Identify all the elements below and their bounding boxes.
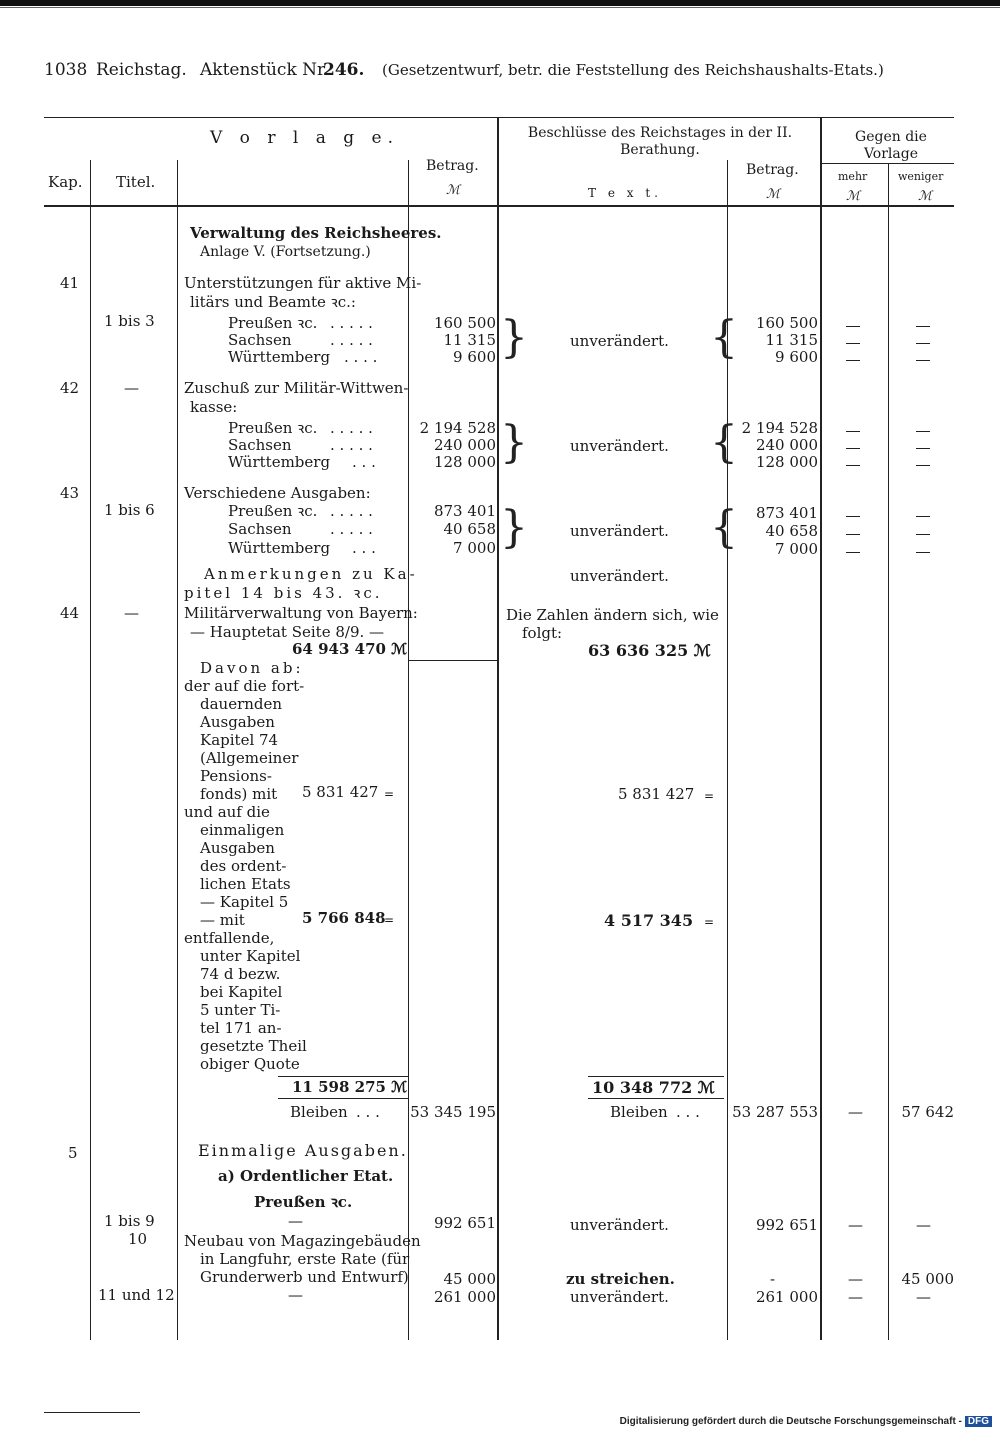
k5-r2-desc-3: Grunderwerb und Entwurf): [200, 1268, 409, 1286]
k42-titel: —: [124, 379, 139, 397]
kap-41: 41: [60, 274, 80, 292]
col-kap: Kap.: [48, 173, 83, 191]
table-head-rule: [44, 205, 954, 207]
k41-titel: 1 bis 3: [104, 312, 155, 330]
section-title: Verwaltung des Reichsheeres.: [190, 224, 442, 242]
k44-sum-rule: [278, 1076, 408, 1077]
k44-line-b: einmaligen: [200, 821, 285, 839]
mehr-col-rule: [888, 163, 889, 1340]
dash: [846, 516, 860, 517]
k5-r1-text: unverändert.: [570, 1216, 669, 1234]
dash: [916, 516, 930, 517]
col-mehr: mehr: [838, 170, 868, 183]
k5-r3-desc: —: [288, 1286, 303, 1304]
dash: [916, 343, 930, 344]
k44-desc-1: Militärverwaltung von Bayern:: [184, 604, 418, 622]
k41-row-label: Preußen ꝛc.: [228, 314, 318, 332]
k5-r2-desc-2: in Langfuhr, erste Rate (für: [200, 1250, 410, 1268]
k44-line-b: lichen Etats: [200, 875, 291, 893]
k43-row-dots: . . .: [352, 539, 376, 557]
k43-row-dots: . . . . .: [330, 520, 373, 538]
k44-line-c: entfallende,: [184, 929, 275, 947]
k41-betrag: 9 600: [453, 348, 496, 366]
anmerkungen-line-2: pitel 14 bis 43. ꝛc.: [184, 584, 383, 602]
k44-line-c: tel 171 an-: [200, 1019, 282, 1037]
k44-sum-text: 10 348 772 ℳ: [592, 1078, 715, 1097]
anmerkungen-text: unverändert.: [570, 567, 669, 585]
col-betrag-unit: ℳ: [446, 183, 460, 198]
k5-r1-betrag: 992 651: [433, 1214, 496, 1232]
k42-row-dots: . . . . .: [330, 436, 373, 454]
anmerkungen-line-1: Anmerkungen zu Ka-: [204, 565, 418, 583]
k5-r3-weniger: —: [916, 1288, 931, 1306]
kap-42: 42: [60, 379, 80, 397]
k42-text: unverändert.: [570, 437, 669, 455]
k41-row-dots: . . . .: [344, 348, 378, 366]
titel-col-rule: [177, 160, 178, 1340]
k44-line-a: Pensions-: [200, 767, 272, 785]
k41-text: unverändert.: [570, 332, 669, 350]
k44-titel: —: [124, 604, 139, 622]
k5-r1-desc: —: [288, 1212, 303, 1230]
k43-row-label: Sachsen: [228, 520, 292, 538]
k44-text-1: Die Zahlen ändern sich, wie: [506, 606, 719, 624]
k44-line-a: Ausgaben: [200, 713, 275, 731]
k44-amount-a-text-unit: =: [704, 789, 715, 803]
k5-r2-desc-1: Neubau von Magazingebäuden: [184, 1232, 421, 1250]
k44-bleiben: Bleiben: [290, 1103, 348, 1121]
k43-titel: 1 bis 6: [104, 501, 155, 519]
k43-betrag: 40 658: [443, 520, 496, 538]
k43-row-label: Württemberg: [228, 539, 331, 557]
k44-bleiben-text: Bleiben: [610, 1103, 668, 1121]
k44-text-2: folgt:: [522, 624, 563, 642]
k44-line-a: Kapitel 74: [200, 731, 279, 749]
k42-betrag2: 128 000: [755, 453, 818, 471]
k44-line-c: unter Kapitel: [200, 947, 301, 965]
k44-line-b: des ordent-: [200, 857, 287, 875]
vorlage-col-rule: [497, 117, 499, 1340]
kap-col-rule: [90, 160, 91, 1340]
k44-line-c: 5 unter Ti-: [200, 1001, 281, 1019]
k5-land: Preußen ꝛc.: [254, 1193, 353, 1211]
k44-line-a: fonds) mit: [200, 785, 278, 803]
brace-right: }: [500, 312, 528, 363]
dash: [846, 534, 860, 535]
k44-sum-rule-bottom: [278, 1098, 408, 1099]
k44-amount-a-text: 5 831 427: [618, 785, 695, 803]
k5-r2-betrag2: -: [770, 1270, 776, 1288]
dash: [846, 552, 860, 553]
k5-r2-titel: 10: [128, 1230, 148, 1248]
brace-left: {: [710, 502, 738, 553]
k42-row-dots: . . .: [352, 453, 376, 471]
k44-amount: 64 943 470 ℳ: [292, 640, 408, 658]
k44-line-b: und auf die: [184, 803, 270, 821]
k5-r2-text: zu streichen.: [566, 1270, 675, 1288]
k42-betrag2: 2 194 528: [741, 419, 818, 437]
col-betrag2-unit: ℳ: [766, 187, 780, 202]
dash: [846, 360, 860, 361]
k5-r2-betrag: 45 000: [443, 1270, 496, 1288]
dash: [916, 360, 930, 361]
dash: [916, 326, 930, 327]
k5-r1-weniger: —: [916, 1216, 931, 1234]
page-number: 1038: [44, 60, 88, 80]
kap-5: 5: [68, 1144, 78, 1162]
section-subtitle: Anlage V. (Fortsetzung.): [200, 244, 371, 260]
dash: [846, 343, 860, 344]
col-titel: Titel.: [116, 173, 156, 191]
k44-line-b: — mit: [200, 911, 245, 929]
col-text: T e x t.: [588, 186, 662, 200]
k5-sub: a) Ordentlicher Etat.: [218, 1167, 394, 1185]
k5-r3-betrag2: 261 000: [755, 1288, 818, 1306]
k44-line-c: gesetzte Theil: [200, 1037, 307, 1055]
k44-line-b: Ausgaben: [200, 839, 275, 857]
k5-r1-mehr: —: [848, 1216, 863, 1234]
k42-desc-1: Zuschuß zur Militär-Wittwen-: [184, 379, 409, 397]
k43-betrag2: 7 000: [775, 540, 818, 558]
dash: [846, 326, 860, 327]
k44-bleiben-text-dots: . . .: [676, 1103, 700, 1121]
k42-row-label: Sachsen: [228, 436, 292, 454]
k5-r3-text: unverändert.: [570, 1288, 669, 1306]
col-vorlage: V o r l a g e.: [210, 128, 399, 148]
betrag2-col-rule: [820, 117, 822, 1340]
k44-desc-2: — Hauptetat Seite 8/9. —: [190, 623, 385, 641]
gegen-sub-rule: [820, 163, 954, 164]
dash: [916, 552, 930, 553]
col-beschluesse: Beschlüsse des Reichstages in der II. Berathung.: [527, 125, 793, 158]
dash: [916, 431, 930, 432]
k5-r2-weniger: 45 000: [901, 1270, 954, 1288]
dash: [846, 431, 860, 432]
k42-betrag: 128 000: [433, 453, 496, 471]
col-mehr-unit: ℳ: [846, 189, 860, 204]
k5-r1-titel: 1 bis 9: [104, 1212, 155, 1230]
k43-row-label: Preußen ꝛc.: [228, 502, 318, 520]
header-subject: (Gesetzentwurf, betr. die Feststellung des Reichshaushalts-Etats.): [382, 61, 884, 79]
k5-r2-mehr: —: [848, 1270, 863, 1288]
kap-43: 43: [60, 484, 80, 502]
k44-amount-a: 5 831 427: [302, 783, 379, 801]
brace-right: }: [500, 502, 528, 553]
k5-r1-betrag2: 992 651: [755, 1216, 818, 1234]
k5-r3-mehr: —: [848, 1288, 863, 1306]
k5-title: Einmalige Ausgaben.: [198, 1141, 408, 1160]
k41-betrag2: 11 315: [765, 331, 818, 349]
dash: [916, 534, 930, 535]
dash: [916, 465, 930, 466]
scan-border: [0, 0, 1000, 6]
k44-weniger: 57 642: [901, 1103, 954, 1121]
k42-betrag: 240 000: [433, 436, 496, 454]
k41-row-label: Württemberg: [228, 348, 331, 366]
k5-r3-titel: 11 und 12: [98, 1286, 175, 1304]
k44-amount-a-unit: =: [384, 787, 395, 801]
brace-right: }: [500, 417, 528, 468]
footer-rule: [44, 1412, 140, 1413]
k44-rule: [408, 660, 498, 661]
header-aktenstueck: Aktenstück Nr.: [200, 60, 329, 80]
col-betrag: Betrag.: [426, 158, 479, 174]
k41-desc-1: Unterstützungen für aktive Mi-: [184, 274, 422, 292]
k41-row-dots: . . . . .: [330, 331, 373, 349]
brace-left: {: [710, 312, 738, 363]
header-number: 246.: [323, 60, 365, 80]
k43-betrag2: 40 658: [765, 522, 818, 540]
dash: [846, 465, 860, 466]
k41-betrag: 11 315: [443, 331, 496, 349]
k44-amount-b-unit: =: [384, 913, 395, 927]
k41-betrag2: 160 500: [755, 314, 818, 332]
footer-text: Digitalisierung gefördert durch die Deutsche Forschungsgemeinschaft -: [619, 1416, 962, 1427]
col-weniger-unit: ℳ: [918, 189, 932, 204]
k42-row-dots: . . . . .: [330, 419, 373, 437]
k43-desc-1: Verschiedene Ausgaben:: [184, 484, 371, 502]
k42-row-label: Preußen ꝛc.: [228, 419, 318, 437]
k44-davon: Davon ab:: [200, 659, 304, 677]
k44-amount-b-text-unit: =: [704, 915, 715, 929]
k41-desc-2: litärs und Beamte ꝛc.:: [190, 293, 356, 311]
k43-betrag2: 873 401: [755, 504, 818, 522]
k44-bleiben-amount: 53 345 195: [410, 1103, 496, 1121]
k42-betrag: 2 194 528: [419, 419, 496, 437]
k42-desc-2: kasse:: [190, 398, 238, 416]
k41-row-label: Sachsen: [228, 331, 292, 349]
k41-row-dots: . . . . .: [330, 314, 373, 332]
k44-amount-b: 5 766 848: [302, 909, 386, 927]
k44-bleiben-amount2: 53 287 553: [732, 1103, 818, 1121]
k44-line-a: (Allgemeiner: [200, 749, 299, 767]
k44-line-c: bei Kapitel: [200, 983, 283, 1001]
k43-row-dots: . . . . .: [330, 502, 373, 520]
scan-border-thin: [0, 7, 1000, 8]
k41-betrag: 160 500: [433, 314, 496, 332]
k44-line-c: 74 d bezw.: [200, 965, 281, 983]
col-gegen: Gegen die Vorlage: [855, 129, 927, 162]
k44-mehr: —: [848, 1103, 863, 1121]
k44-bleiben-dots: . . .: [356, 1103, 380, 1121]
k44-line-a: dauernden: [200, 695, 283, 713]
k43-text: unverändert.: [570, 522, 669, 540]
k5-r3-betrag: 261 000: [433, 1288, 496, 1306]
k42-betrag2: 240 000: [755, 436, 818, 454]
col-betrag2: Betrag.: [746, 162, 799, 178]
k43-betrag: 7 000: [453, 539, 496, 557]
k44-text-amount: 63 636 325 ℳ: [588, 641, 711, 660]
k44-sum-text-rule: [588, 1076, 724, 1077]
dash: [916, 448, 930, 449]
kap-44: 44: [60, 604, 80, 622]
footer: [620, 1416, 992, 1427]
k44-amount-b-text: 4 517 345: [604, 911, 694, 930]
k44-line-b: — Kapitel 5: [200, 893, 289, 911]
table-top-rule: [44, 117, 954, 118]
k44-sum: 11 598 275 ℳ: [292, 1078, 408, 1096]
brace-left: {: [710, 417, 738, 468]
k44-line-a: der auf die fort-: [184, 677, 305, 695]
k42-row-label: Württemberg: [228, 453, 331, 471]
header-title: Reichstag.: [96, 60, 187, 80]
k43-betrag: 873 401: [433, 502, 496, 520]
k44-line-c: obiger Quote: [200, 1055, 300, 1073]
dash: [846, 448, 860, 449]
dfg-logo: DFG: [965, 1416, 992, 1427]
k41-betrag2: 9 600: [775, 348, 818, 366]
col-weniger: weniger: [898, 170, 944, 183]
k44-sum-text-rule-bottom: [588, 1098, 724, 1099]
